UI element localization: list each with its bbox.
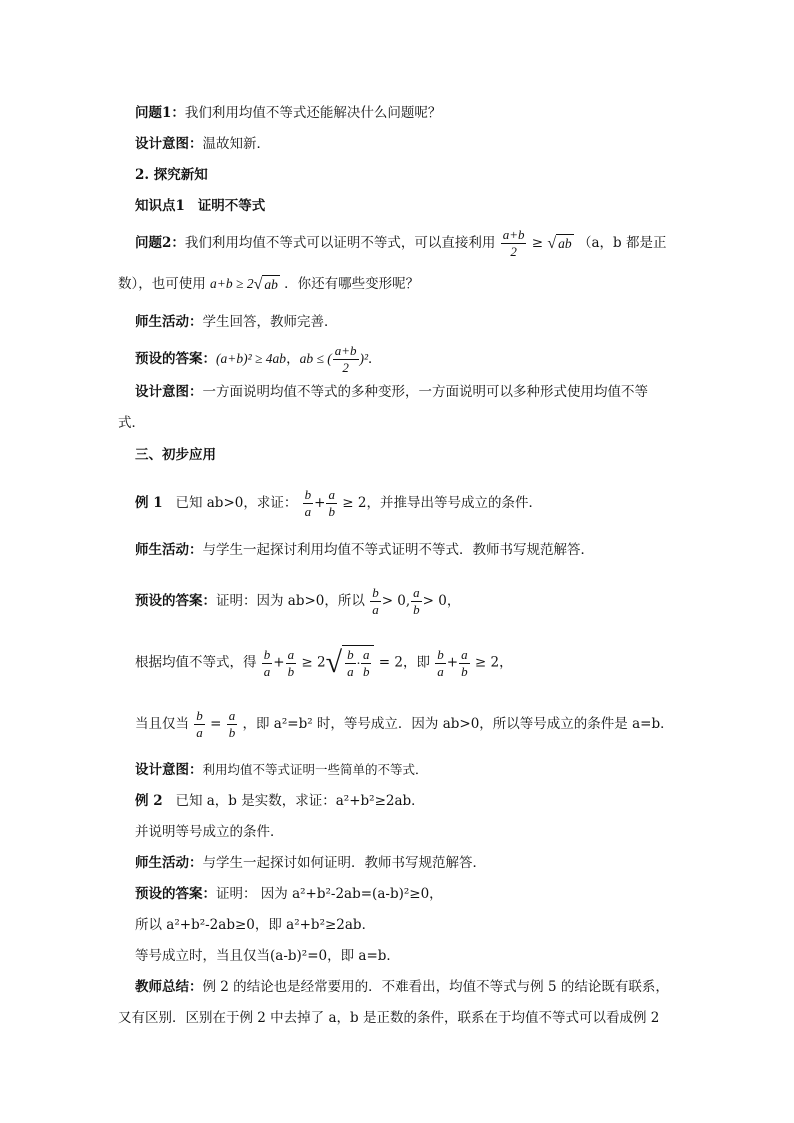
proof-line-3: 等号成立时，当且仅当(a-b)²=0，即 a=b． bbox=[135, 948, 400, 964]
sqrt-ab: √ ab bbox=[547, 234, 572, 252]
knowledge-point-1: 知识点1 证明不等式 bbox=[135, 198, 266, 214]
design-intent-3: 设计意图：利用均值不等式证明一些简单的不等式． bbox=[135, 762, 428, 778]
sqrt-product: √ $\frac{b}{a}$ · $\frac{a}{b}$ bbox=[326, 645, 375, 681]
example-2: 例 2 已知 a，b 是实数，求证：a²+b²≥2ab． bbox=[135, 793, 425, 809]
design-intent-2-continued: 式． bbox=[118, 415, 145, 431]
teacher-summary-continued: 又有区别．区别在于例 2 中去掉了 a，b 是正数的条件，联系在于均值不等式可以看成例 2 bbox=[118, 1010, 660, 1026]
fraction-a-plus-b-over-2-b: $\frac{a+b}{2}$ bbox=[334, 343, 357, 375]
example-1: 例 1 已知 ab>0，求证： $\frac{b}{a}$ + $\frac{a}{b}$ ≥ 2，并推导出等号成立的条件． bbox=[135, 487, 542, 519]
section-heading-3: 三、初步应用 bbox=[135, 447, 216, 463]
preset-answer-1: 预设的答案：(a+b)² ≥ 4ab，ab ≤ ( $\frac{a+b}{2}$ )²． bbox=[135, 343, 382, 375]
teacher-student-activity-1: 师生活动：学生回答，教师完善． bbox=[135, 314, 338, 330]
question-2: 问题2：我们利用均值不等式可以证明不等式，可以直接利用 $\frac{a+b}{2}$ ≥ √ ab （a，b 都是正 bbox=[135, 227, 667, 259]
fraction-a-over-b-5: $\frac{a}{b}$ bbox=[228, 708, 236, 740]
question-1: 问题1：我们利用均值不等式还能解决什么问题呢？ bbox=[135, 105, 442, 121]
fraction-a-over-b-3: $\frac{a}{b}$ bbox=[287, 646, 295, 679]
fraction-a-over-b-4: $\frac{a}{b}$ bbox=[461, 646, 468, 679]
fraction-b-over-a-5: $\frac{b}{a}$ bbox=[196, 708, 203, 740]
question-2-continued: 数），也可使用 a+b ≥ 2 √ ab ．你还有哪些变形呢？ bbox=[118, 275, 420, 293]
design-intent-2: 设计意图：一方面说明均值不等式的多种变形，一方面说明可以多种形式使用均值不等 bbox=[135, 384, 648, 400]
fraction-a-over-b: $\frac{a}{b}$ bbox=[328, 487, 335, 519]
teacher-student-activity-3: 师生活动：与学生一起探讨如何证明．教师书写规范解答． bbox=[135, 855, 486, 871]
proof-line-2: 所以 a²+b²-2ab≥0，即 a²+b²≥2ab． bbox=[135, 917, 376, 933]
fraction-b-over-a-2: $\frac{b}{a}$ bbox=[372, 585, 379, 617]
fraction-b-over-a: $\frac{b}{a}$ bbox=[304, 487, 312, 519]
example-2-continued: 并说明等号成立的条件． bbox=[135, 824, 284, 840]
design-intent-1: 设计意图：温故知新． bbox=[135, 136, 270, 152]
teacher-student-activity-2: 师生活动：与学生一起探讨利用均值不等式证明不等式．教师书写规范解答． bbox=[135, 542, 594, 558]
fraction-a-over-b-2: $\frac{a}{b}$ bbox=[413, 585, 420, 617]
preset-answer-2: 预设的答案：证明：因为 ab>0，所以 $\frac{b}{a}$ > 0, $\frac{a}{b}$ > 0， bbox=[135, 585, 461, 617]
fraction-a-plus-b-over-2: $\frac{a+b}{2}$ bbox=[502, 227, 525, 259]
preset-answer-3: 预设的答案：证明： 因为 a²+b²-2ab=(a-b)²≥0， bbox=[135, 886, 443, 902]
sqrt-ab-2: √ ab bbox=[253, 275, 278, 293]
proof-step-1: 根据均值不等式，得 $\frac{b}{a}$ + $\frac{a}{b}$ ≥ 2 √ $\frac{b}{a}$ · $\frac{a}{b}$ = 2，即 $\frac{b}{a}$ + $\frac{a}{b}$ ≥ 2， bbox=[135, 646, 513, 679]
teacher-summary: 教师总结：例 2 的结论也是经常要用的．不难看出，均值不等式与例 5 的结论既有联系， bbox=[135, 979, 669, 995]
fraction-b-over-a-3: $\frac{b}{a}$ bbox=[263, 646, 271, 679]
proof-step-2: 当且仅当 $\frac{b}{a}$ = $\frac{a}{b}$ ，即 a²=b² 时，等号成立．因为 ab>0，所以等号成立的条件是 a=b． bbox=[135, 708, 674, 740]
section-heading-2: 2. 探究新知 bbox=[135, 167, 208, 183]
fraction-b-over-a-4: $\frac{b}{a}$ bbox=[437, 646, 444, 679]
